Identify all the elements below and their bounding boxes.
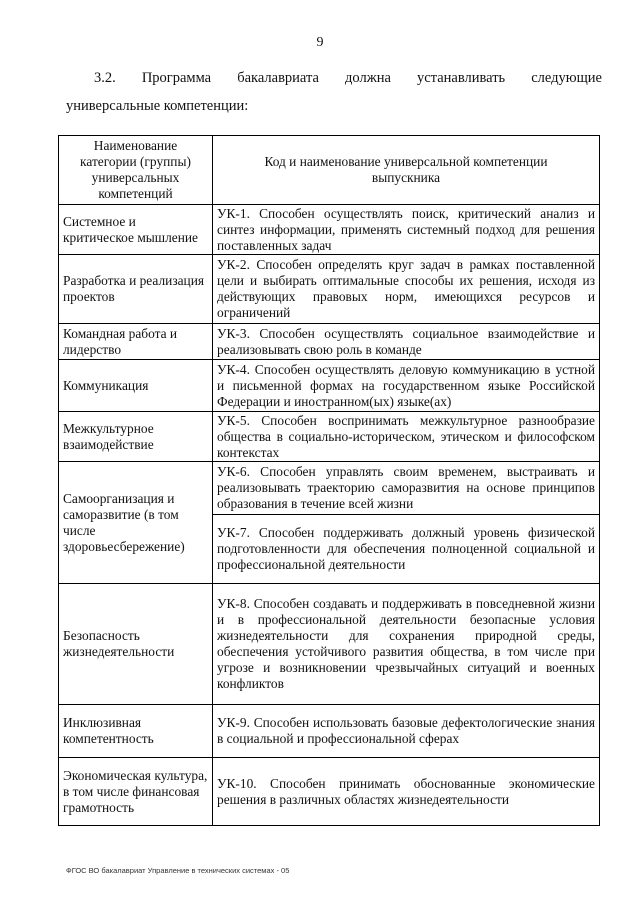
category-cell: Командная работа и лидерство <box>59 324 213 360</box>
intro-word: 3.2. <box>94 70 116 86</box>
competence-cell: УК-2. Способен определять круг задач в рамках поставленной цели и выбирать оптимальные способы их решения, исходя из действующих правовых норм, имеющихся ресурсов и ограничений <box>213 255 600 324</box>
category-cell: Самоорганизация и саморазвитие (в том числе здоровьесбережение) <box>59 462 213 584</box>
table-header-row <box>59 136 600 205</box>
intro-paragraph <box>66 64 602 120</box>
category-cell: Коммуникация <box>59 360 213 412</box>
competence-cell: УК-9. Способен использовать базовые дефектологические знания в социальной и профессиональной сферах <box>213 705 600 758</box>
category-cell: Экономическая культура, в том числе финансовая грамотность <box>59 758 213 826</box>
table-row <box>59 412 600 462</box>
table-row <box>59 324 600 360</box>
competence-cell: УК-5. Способен воспринимать межкультурное разнообразие общества в социально-историческом, этическом и философском контекстах <box>213 412 600 462</box>
intro-word: устанавливать <box>417 70 506 86</box>
competence-cell: УК-6. Способен управлять своим временем, выстраивать и реализовывать траекторию саморазвития на основе принципов образования в течение всей жизни <box>213 462 600 515</box>
category-cell: Системное и критическое мышление <box>59 205 213 255</box>
intro-word: Программа <box>141 70 212 86</box>
intro-word: следующие <box>531 70 602 86</box>
table-row <box>59 205 600 255</box>
table-row <box>59 758 600 826</box>
competence-cell: УК-4. Способен осуществлять деловую коммуникацию в устной и письменной формах на государственном языке Российской Федерации и иностранном(ых) языке(ах) <box>213 360 600 412</box>
page-number: 9 <box>316 35 324 50</box>
competence-table <box>58 135 600 826</box>
footer-text: ФГОС ВО бакалавриат Управление в технических системах - 05 <box>66 866 290 875</box>
intro-word: должна <box>345 70 391 86</box>
header-category: Наименование категории (группы) универсальных компетенций <box>59 136 213 205</box>
intro-word: бакалавриата <box>237 70 319 86</box>
category-cell: Разработка и реализация проектов <box>59 255 213 324</box>
competence-cell: УК-7. Способен поддерживать должный уровень физической подготовленности для обеспечения полноценной социальной и профессиональной деятельности <box>213 515 600 584</box>
table-row <box>59 584 600 705</box>
header-competence: Код и наименование универсальной компетенции выпускника <box>213 136 600 205</box>
competence-cell: УК-3. Способен осуществлять социальное взаимодействие и реализовывать свою роль в команде <box>213 324 600 360</box>
competence-cell: УК-1. Способен осуществлять поиск, критический анализ и синтез информации, применять системный подход для решения поставленных задач <box>213 205 600 255</box>
table-row <box>59 360 600 412</box>
category-cell: Межкультурное взаимодействие <box>59 412 213 462</box>
intro-line-2: универсальные компетенции: <box>66 98 249 114</box>
intro-line-1 <box>66 64 602 92</box>
competence-cell: УК-8. Способен создавать и поддерживать в повседневной жизни и в профессиональной деятельности безопасные условия жизнедеятельности для сохранения природной среды, обеспечения устойчивого развития общества, в том числе при угрозе и возникновении чрезвычайных ситуаций и военных конфликтов <box>213 584 600 705</box>
table-row <box>59 462 600 515</box>
table-row <box>59 705 600 758</box>
table-row <box>59 255 600 324</box>
competence-cell: УК-10. Способен принимать обоснованные экономические решения в различных областях жизнедеятельности <box>213 758 600 826</box>
category-cell: Инклюзивная компетентность <box>59 705 213 758</box>
category-cell: Безопасность жизнедеятельности <box>59 584 213 705</box>
